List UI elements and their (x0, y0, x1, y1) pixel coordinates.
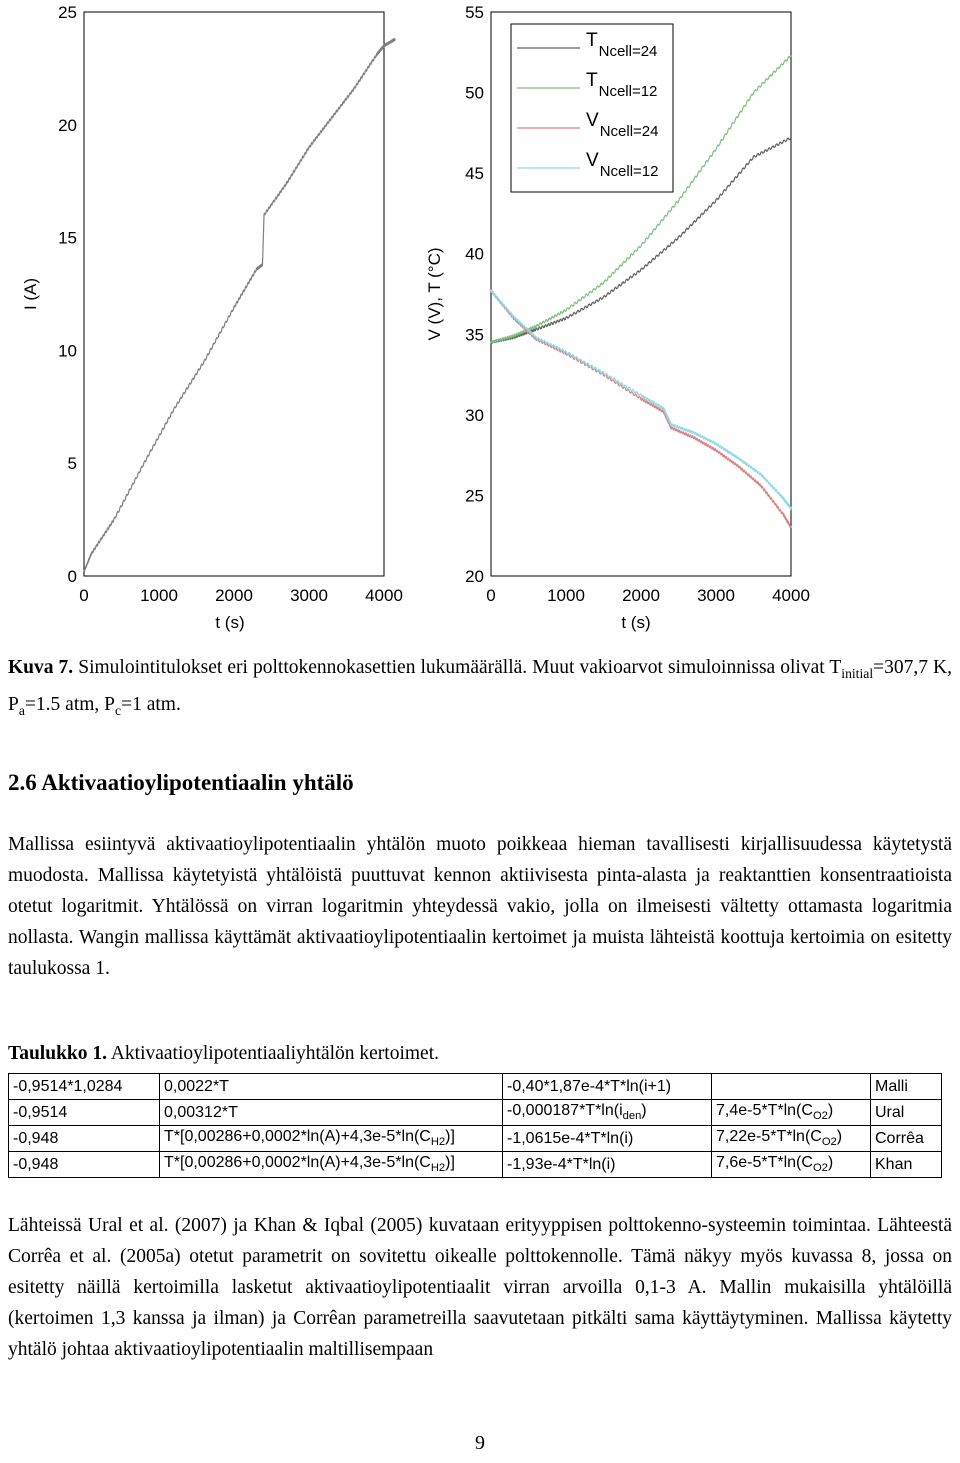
table-cell: Khan (871, 1152, 942, 1178)
table-caption-label: Taulukko 1. (8, 1043, 108, 1064)
table-cell (160, 1126, 503, 1152)
y-tick-label: 5 (67, 454, 77, 474)
y-tick-label: 50 (465, 83, 484, 103)
y-tick-label: 25 (465, 486, 484, 506)
cell-sub: den (622, 1110, 642, 1123)
table-cell: -1,0615e-4*T*ln(i) (503, 1126, 712, 1152)
cell-text-end: ) (836, 1128, 843, 1146)
x-tick-label: 3000 (290, 586, 328, 605)
table-cell: Corrêa (871, 1126, 942, 1152)
x-tick-label: 4000 (772, 586, 810, 605)
table-row (9, 1126, 942, 1152)
y-tick-label: 10 (58, 341, 77, 361)
table-cell: -0,9514 (9, 1100, 160, 1126)
cell-text: T*[0,00286+0,0002*ln(A)+4,3e-5*ln(C (164, 1128, 431, 1146)
coefficient-table (8, 1073, 942, 1178)
cell-sub: H2 (430, 1136, 446, 1149)
y-tick-label: 0 (67, 567, 77, 586)
table-cell: -0,9514*1,0284 (9, 1074, 160, 1100)
legend-label: VNcell=24 (586, 110, 659, 140)
cell-sub: O2 (821, 1136, 837, 1149)
cell-sub: O2 (812, 1162, 828, 1175)
table-cell: 0,0022*T (160, 1074, 503, 1100)
voltage-temperature-chart-ylabel: V (V), T (°C) (425, 247, 444, 341)
cell-text: T*[0,00286+0,0002*ln(A)+4,3e-5*ln(C (164, 1154, 431, 1172)
table-cell (503, 1100, 712, 1126)
y-tick-label: 15 (58, 228, 77, 248)
table-cell: -0,40*1,87e-4*T*ln(i+1) (503, 1074, 712, 1100)
table-caption-text: Aktivaatioylipotentiaaliyhtälön kertoimet. (110, 1043, 439, 1064)
cell-text: 7,4e-5*T*ln(C (716, 1102, 813, 1120)
y-tick-label: 40 (465, 244, 484, 264)
legend-label: TNcell=24 (586, 30, 658, 60)
y-tick-label: 20 (58, 115, 77, 135)
x-tick-label: 4000 (365, 586, 403, 605)
table-row (9, 1152, 942, 1178)
y-tick-label: 45 (465, 164, 484, 184)
x-tick-label: 2000 (215, 586, 253, 605)
caption-text-4: =1 atm. (121, 693, 181, 715)
legend-label: TNcell=12 (586, 70, 658, 100)
y-tick-label: 25 (58, 3, 77, 22)
page-number: 9 (475, 1432, 485, 1454)
table-cell: Malli (871, 1074, 942, 1100)
caption-text-3: =1.5 atm, P (24, 693, 116, 715)
table-cell: -0,948 (9, 1126, 160, 1152)
table-cell: -1,93e-4*T*ln(i) (503, 1152, 712, 1178)
voltage-temperature-chart-xlabel: t (s) (621, 613, 651, 632)
current-chart (21, 3, 403, 632)
y-tick-label: 35 (465, 325, 484, 345)
cell-sub: H2 (430, 1162, 446, 1175)
x-tick-label: 0 (486, 586, 496, 605)
cell-text: -0,000187*T*ln(i (507, 1102, 623, 1120)
cell-text-end: ) (827, 1102, 834, 1120)
table-row (9, 1074, 942, 1100)
y-tick-label: 30 (465, 405, 484, 425)
series-line (84, 39, 395, 572)
x-tick-label: 1000 (140, 586, 178, 605)
table-cell (712, 1074, 871, 1100)
section-heading: 2.6 Aktivaatioylipotentiaalin yhtälö (8, 770, 354, 795)
cell-text: 7,6e-5*T*ln(C (716, 1154, 813, 1172)
caption-text-1: Simulointitulokset eri polttokennokasettien lukumäärällä. Muut vakioarvot simuloinnissa olivat T (78, 657, 842, 678)
cell-text-end: ) (641, 1102, 647, 1120)
table-cell: 0,00312*T (160, 1100, 503, 1126)
cell-sub: O2 (812, 1110, 828, 1123)
table-cell: -0,948 (9, 1152, 160, 1178)
caption-sub-1: initial (841, 665, 874, 681)
figure-charts (0, 0, 960, 640)
voltage-temperature-chart (425, 3, 810, 632)
table-caption (8, 1043, 439, 1065)
x-tick-label: 3000 (697, 586, 735, 605)
figure-caption (8, 652, 952, 726)
caption-sub-2: a (18, 702, 25, 718)
table-cell (712, 1100, 871, 1126)
x-tick-label: 0 (79, 586, 89, 605)
chart-legend (511, 24, 673, 192)
y-tick-label: 20 (465, 567, 484, 586)
legend-label: VNcell=12 (586, 150, 659, 180)
caption-text-2: =307,7 K, P (8, 657, 952, 715)
cell-text-end: ) (827, 1154, 834, 1172)
figure-caption-label: Kuva 7. (8, 657, 74, 678)
section-paragraph: Mallissa esiintyvä aktivaatioylipotentiaalin yhtälön muoto poikkeaa hieman tavallisesti kirjallisuudessa käytetystä muodosta. Mallissa käytetyistä yhtälöistä puuttuvat kennon aktiivisesta pinta-alasta ja reaktanttien konsentraatioista otetut logaritmit. Yhtälössä on virran logaritmin yhteydessä vakio, jolla on ilmeisesti vältetty ottamasta logaritmia nollasta. Wangin mallissa käyttämät aktivaatioylipotentiaalin kertoimet ja muista lähteistä koottuja kertoimia on esitetty taulukossa 1. (8, 834, 952, 979)
current-chart-ylabel: I (A) (21, 277, 40, 311)
table-cell (160, 1152, 503, 1178)
cell-text-end: )] (445, 1154, 455, 1172)
cell-text-end: )] (445, 1128, 455, 1146)
table-cell (712, 1126, 871, 1152)
body-paragraph-2: Lähteissä Ural et al. (2007) ja Khan & Iqbal (2005) kuvataan erityyppisen polttokenno-systeemin toimintaa. Lähteestä Corrêa et al. (2005a) otetut parametrit on sovitettu oikealle polttokennolle. Tämä näkyy myös kuvassa 8, jossa on esitetty näillä kertoimilla lasketut aktivaatioylipotentiaalit virran arvoilla 0,1-3 A. Mallin mukaisilla yhtälöillä (kertoimen 1,3 kanssa ja ilman) ja Corrêan parametreilla saavutetaan pitkälti sama käyttäytyminen. Mallissa käytetty yhtälö johtaa aktivaatioylipotentiaalin maltillisempaan (8, 1215, 952, 1360)
y-tick-label: 55 (465, 3, 484, 22)
x-tick-label: 1000 (547, 586, 585, 605)
caption-sub-3: c (115, 702, 122, 718)
current-chart-xlabel: t (s) (215, 613, 245, 632)
table-cell (712, 1152, 871, 1178)
cell-text: 7,22e-5*T*ln(C (716, 1128, 822, 1146)
x-tick-label: 2000 (622, 586, 660, 605)
table-row (9, 1100, 942, 1126)
table-cell: Ural (871, 1100, 942, 1126)
